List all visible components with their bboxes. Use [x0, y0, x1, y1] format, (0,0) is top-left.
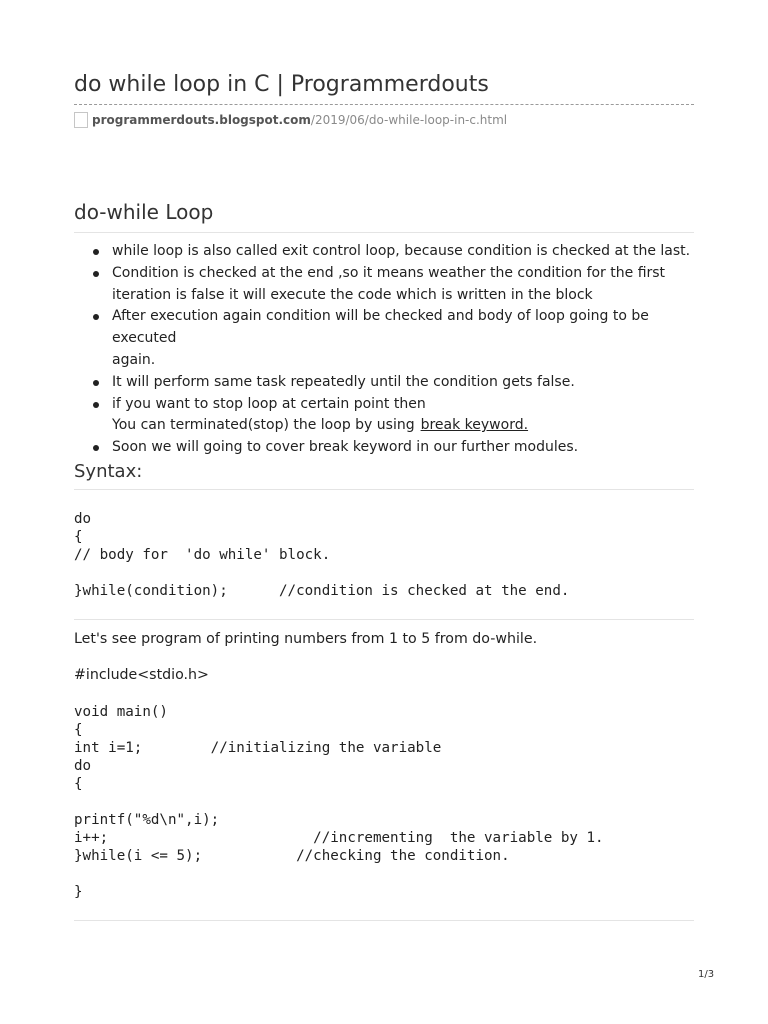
title-divider	[74, 104, 694, 105]
bullet-list	[74, 241, 694, 459]
list-item	[74, 372, 694, 394]
list-item	[74, 241, 694, 263]
code-line	[74, 793, 604, 811]
list-item-line: It will perform same task repeatedly until the condition gets false.	[112, 373, 575, 390]
list-item-line: if you want to stop loop at certain point then	[112, 395, 426, 412]
code-line: do	[74, 758, 92, 774]
syntax-heading: Syntax:	[74, 461, 143, 482]
code-line: {	[74, 529, 83, 545]
section-heading: do-while Loop	[74, 200, 214, 224]
code-line: }while(i <= 5); //checking the condition.	[74, 848, 510, 864]
favicon-icon	[74, 112, 88, 128]
list-item-line: Condition is checked at the end ,so it means weather the condition for the first	[112, 264, 666, 281]
code-line: i++; //incrementing the variable by 1.	[74, 830, 604, 846]
list-item	[74, 394, 694, 438]
source-domain: programmerdouts.blogspot.com	[92, 113, 311, 127]
list-item-line: again.	[112, 351, 156, 368]
syntax-code-block	[74, 510, 569, 600]
bottom-divider	[74, 920, 694, 921]
source-url[interactable]	[74, 111, 507, 129]
code-line: }	[74, 884, 83, 900]
code-line: // body for 'do while' block.	[74, 547, 331, 563]
code-line: }while(condition); //condition is checked at the end.	[74, 583, 570, 599]
break-keyword-link[interactable]: break keyword.	[420, 417, 529, 434]
list-item-line: You can terminated(stop) the loop by using break keyword.	[112, 417, 529, 434]
syntax-divider	[74, 489, 694, 490]
list-item-line: while loop is also called exit control loop, because condition is checked at the last.	[112, 243, 691, 259]
list-item	[74, 306, 694, 371]
code-line	[74, 865, 604, 883]
source-path: /2019/06/do-while-loop-in-c.html	[310, 113, 508, 127]
section-divider	[74, 232, 694, 233]
code-line: {	[74, 776, 83, 792]
list-item-line: iteration is false it will execute the code which is written in the block	[112, 286, 593, 303]
page-number: 1/3	[698, 969, 715, 980]
code-line	[74, 564, 569, 582]
code-line: {	[74, 722, 83, 738]
code-line: void main()	[74, 704, 168, 720]
code-line: printf("%d\n",i);	[74, 812, 220, 828]
list-item-line: After execution again condition will be checked and body of loop going to be executed	[112, 308, 649, 347]
list-item	[74, 437, 694, 459]
list-item-line: Soon we will going to cover break keyword in our further modules.	[112, 439, 579, 456]
list-item	[74, 263, 694, 307]
program-intro: Let's see program of printing numbers from 1 to 5 from do-while.	[74, 631, 538, 647]
program-code-block	[74, 703, 604, 901]
include-line: #include<stdio.h>	[74, 667, 209, 683]
code-line: int i=1; //initializing the variable	[74, 740, 442, 756]
page-title: do while loop in C | Programmerdouts	[74, 72, 489, 97]
code-line: do	[74, 511, 92, 527]
program-divider	[74, 619, 694, 620]
